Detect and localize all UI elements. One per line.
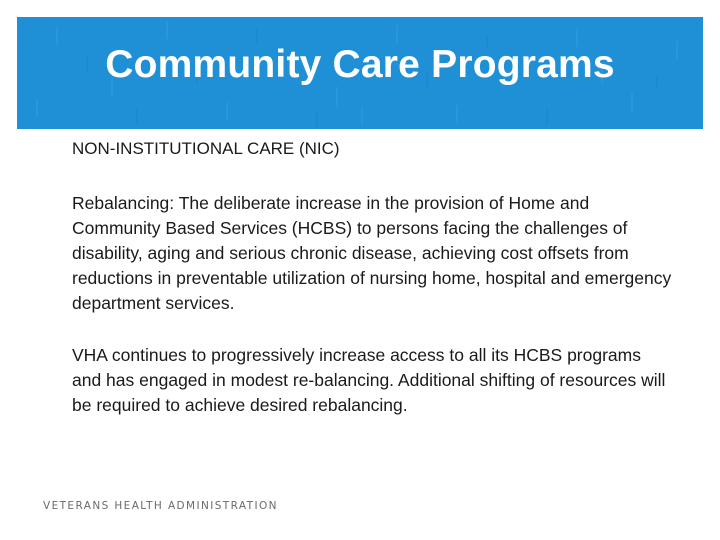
section-heading: NON-INSTITUTIONAL CARE (NIC) (72, 139, 340, 158)
title-banner (17, 17, 703, 129)
footer-organization: VETERANS HEALTH ADMINISTRATION (43, 500, 278, 512)
rebalancing-definition-paragraph: Rebalancing: The deliberate increase in the provision of Home and Community Based Services (HCBS) to persons facing the challenges of disability, aging and serious chronic disease, achieving cost offsets from reductions in preventable utilization of nursing home, hospital and emergency department services. (72, 193, 672, 313)
page-title: Community Care Programs (105, 43, 615, 86)
vha-progress-paragraph: VHA continues to progressively increase access to all its HCBS programs and has engaged in modest re-balancing. Additional shifting of resources will be required to achieve desired rebalancing. (72, 345, 666, 415)
slide-content (72, 136, 672, 445)
